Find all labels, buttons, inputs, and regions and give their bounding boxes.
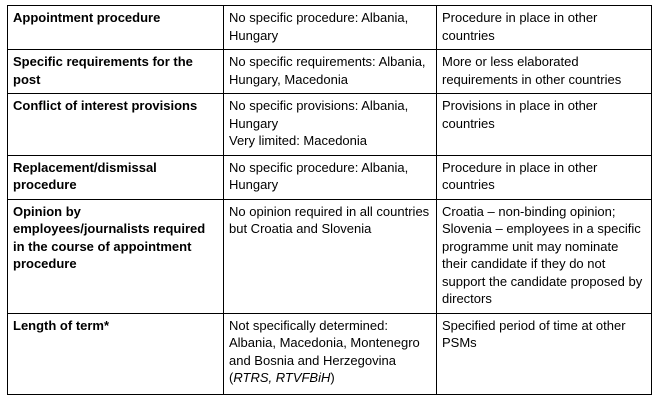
row-label: Specific requirements for the post xyxy=(8,50,224,94)
detail-line: No specific requirements: Albania, Hungary, Macedonia xyxy=(229,54,426,87)
row-detail xyxy=(224,6,437,50)
row-detail xyxy=(224,313,437,394)
detail-line: No opinion required in all countries but Croatia and Slovenia xyxy=(229,203,430,236)
row-other-countries: Provisions in place in other countries xyxy=(437,94,652,156)
table-row xyxy=(8,94,652,156)
comparison-table xyxy=(7,5,652,395)
table-row xyxy=(8,313,652,394)
detail-text: Not specifically determined: Albania, Macedonia, Montenegro and Bosnia and Herzegovina xyxy=(229,317,420,368)
row-other-countries: Procedure in place in other countries xyxy=(437,155,652,199)
table-row xyxy=(8,50,652,94)
paren-open: ( xyxy=(229,370,234,385)
detail-line: No specific provisions: Albania, Hungary xyxy=(229,98,409,131)
row-label: Conflict of interest provisions xyxy=(8,94,224,156)
row-other-countries: Croatia – non-binding opinion; Slovenia – employees in a specific programme unit may nominate their candidate if they do not support the candidate proposed by directors xyxy=(437,199,652,313)
detail-line: No specific procedure: Albania, Hungary xyxy=(229,10,409,43)
detail-line: Very limited: Macedonia xyxy=(229,133,368,148)
table-row xyxy=(8,199,652,313)
row-detail xyxy=(224,155,437,199)
row-label: Replacement/dismissal procedure xyxy=(8,155,224,199)
detail-line: No specific procedure: Albania, Hungary xyxy=(229,159,409,192)
row-other-countries: Procedure in place in other countries xyxy=(437,6,652,50)
row-label: Length of term* xyxy=(8,313,224,394)
table-row xyxy=(8,6,652,50)
row-label: Opinion by employees/journalists required in the course of appointment procedure xyxy=(8,199,224,313)
row-label: Appointment procedure xyxy=(8,6,224,50)
row-detail xyxy=(224,199,437,313)
row-detail xyxy=(224,94,437,156)
row-other-countries: More or less elaborated requirements in other countries xyxy=(437,50,652,94)
paren-close: ) xyxy=(330,370,335,385)
row-other-countries: Specified period of time at other PSMs xyxy=(437,313,652,394)
broadcaster-names: RTRS, RTVFBiH xyxy=(233,370,331,385)
table-row xyxy=(8,155,652,199)
row-detail xyxy=(224,50,437,94)
